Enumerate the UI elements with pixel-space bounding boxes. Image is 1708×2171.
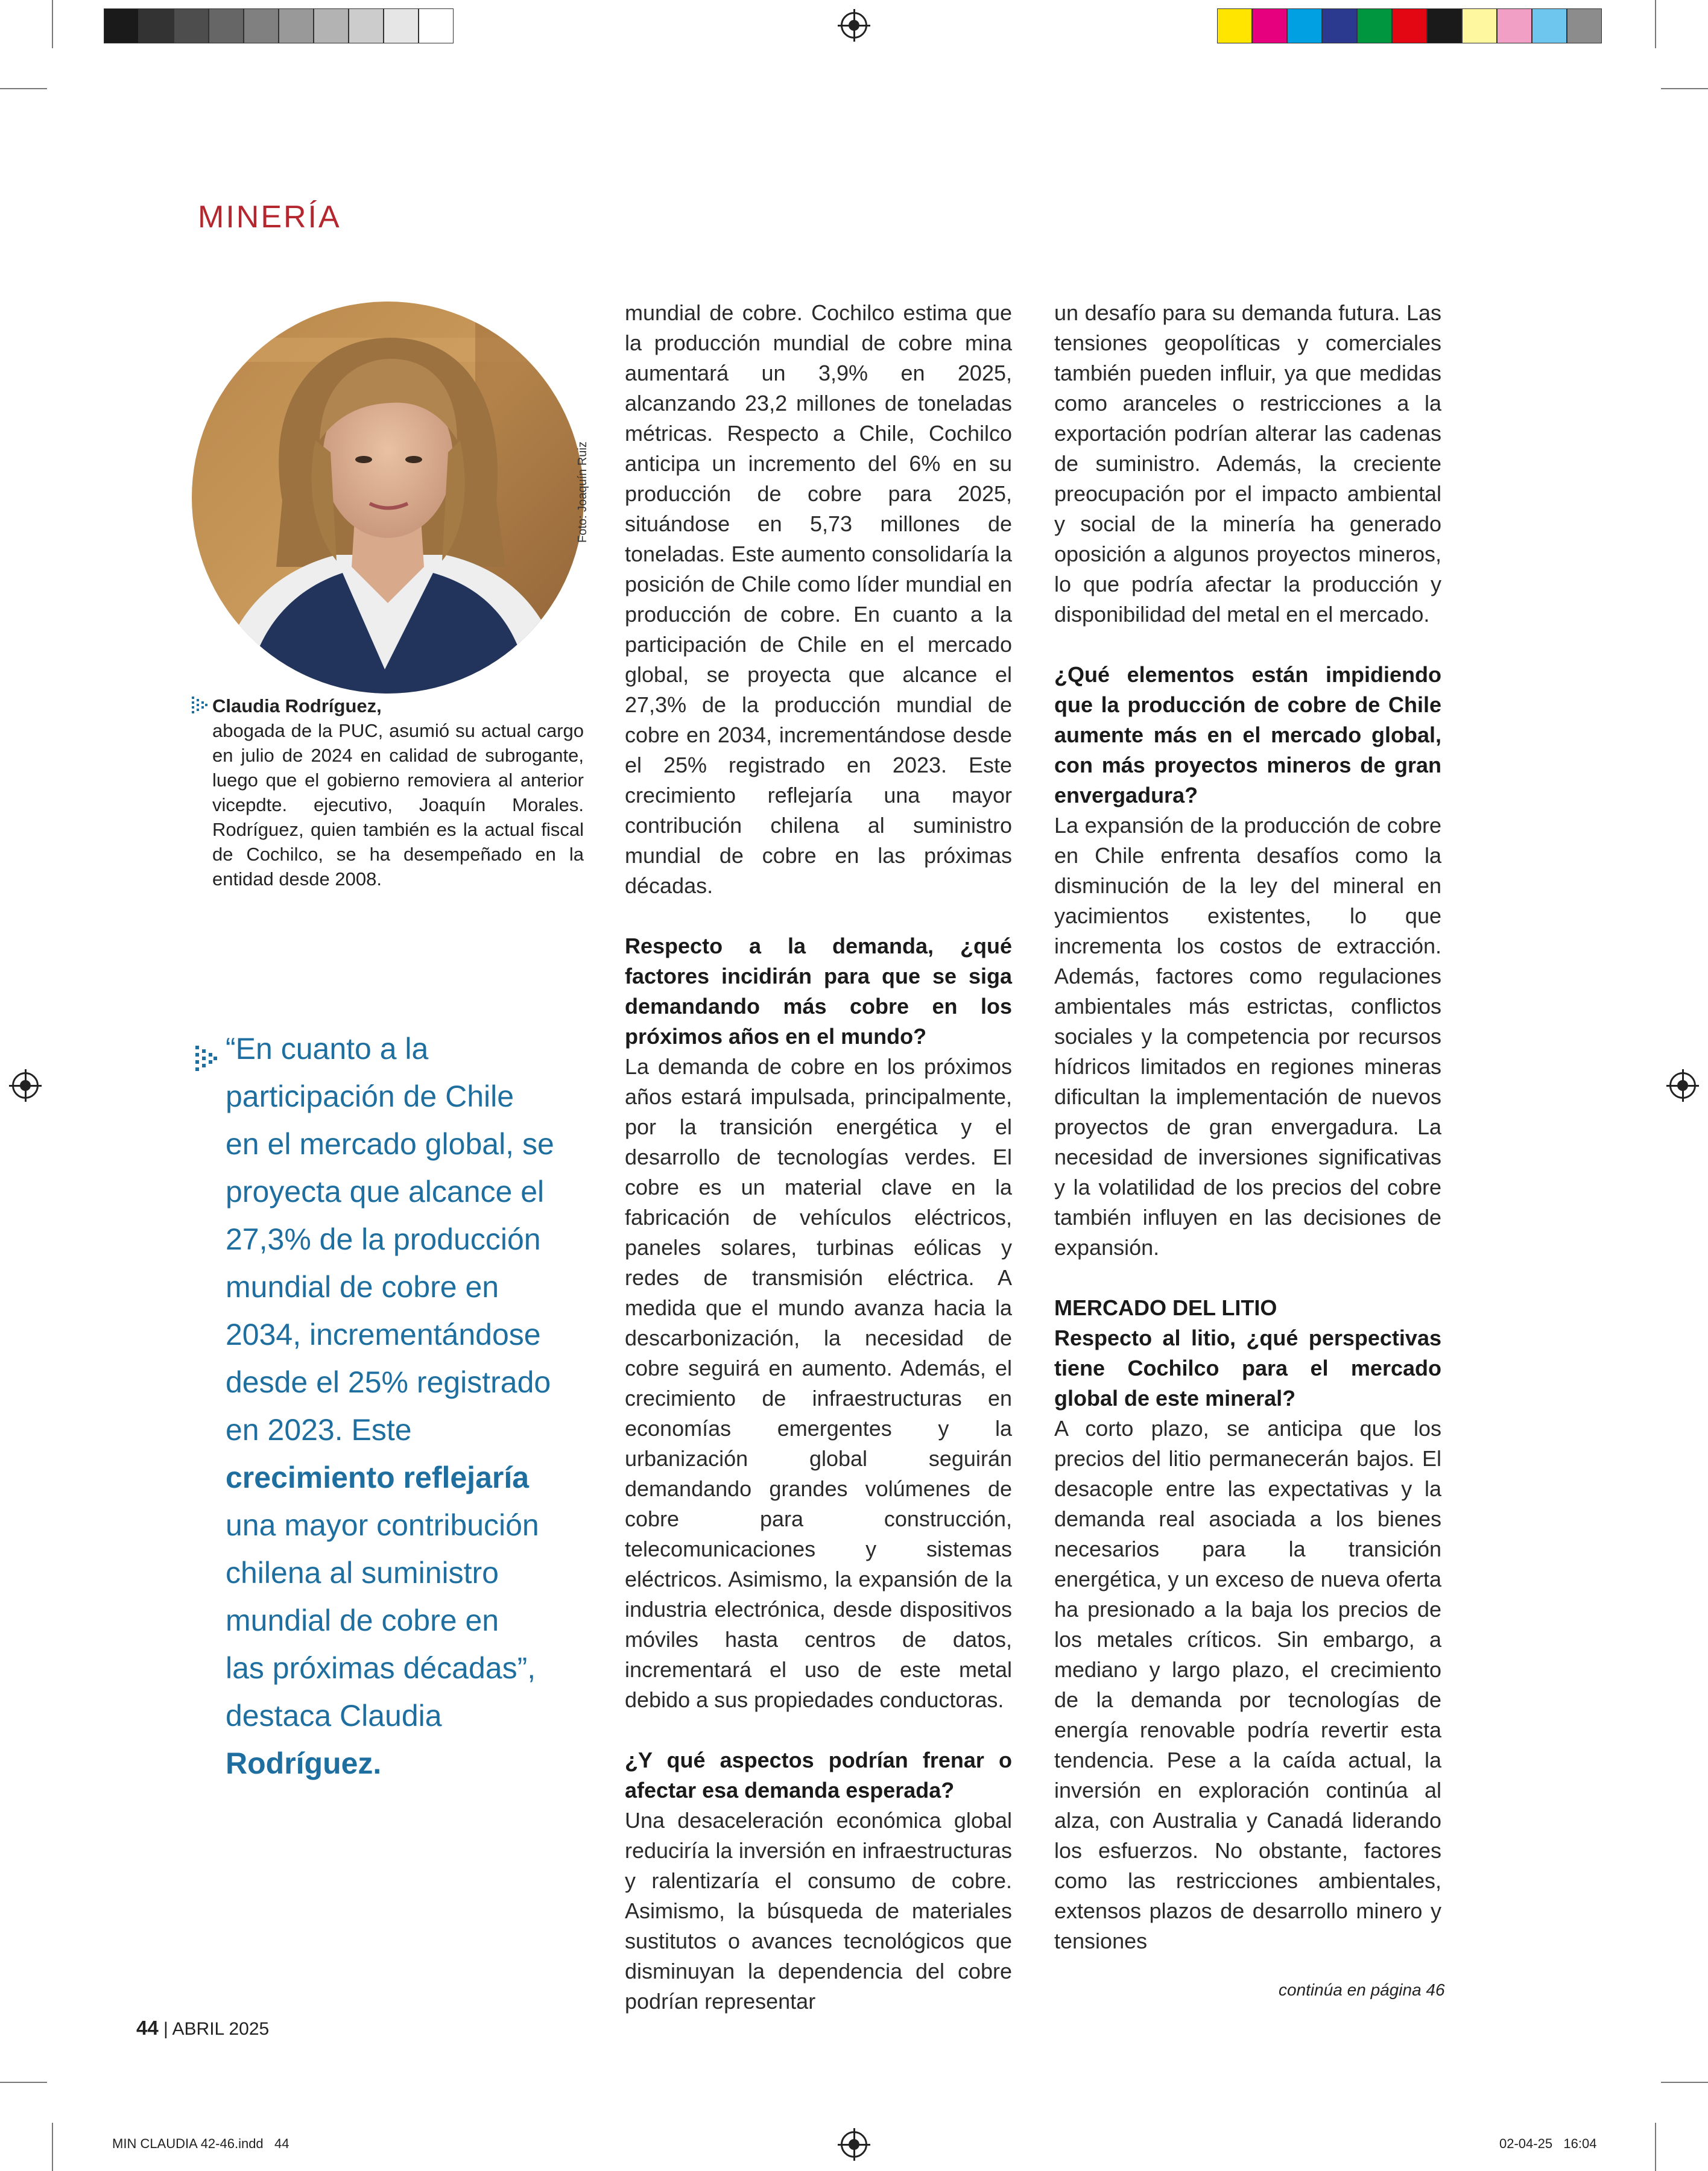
pull-quote-line: mundial de cobre en	[226, 1270, 499, 1304]
pull-quote-line: destaca Claudia	[226, 1699, 442, 1733]
calibration-swatch	[174, 8, 209, 43]
crop-mark-bottom-left-h	[0, 2082, 47, 2083]
interview-question: Respecto al litio, ¿qué perspectivas tiene Cochilco para el mercado global de este mineral?	[1054, 1326, 1441, 1411]
calibration-swatch	[1217, 8, 1252, 43]
article-paragraph: un desafío para su demanda futura. Las tensiones geopolíticas y comerciales también pueden influir, ya que medidas como aranceles o restricciones a la exportación podrían alterar las cadenas de suministro. Además, la creciente preocupación por el impacto ambiental y social de la minería ha generado oposición a algunos proyectos mineros, lo que podría afectar la producción y disponibilidad del metal en el mercado.	[1054, 300, 1441, 627]
calibration-swatch	[1567, 8, 1602, 43]
pull-quote-line: crecimiento reflejaría	[226, 1461, 530, 1494]
calibration-swatch	[1462, 8, 1497, 43]
calibration-swatch	[279, 8, 314, 43]
calibration-swatch	[1287, 8, 1322, 43]
pull-quote-line: participación de Chile	[226, 1079, 514, 1113]
pull-quote-line: las próximas décadas”,	[226, 1651, 536, 1685]
gray-calibration-bar	[104, 8, 454, 45]
photo-caption	[192, 694, 584, 891]
calibration-swatch	[1357, 8, 1392, 43]
calibration-swatch	[1252, 8, 1287, 43]
dotted-arrow-icon	[195, 1038, 217, 1065]
crop-mark-top-right-h	[1661, 88, 1708, 89]
caption-name: Claudia Rodríguez,	[212, 695, 382, 716]
calibration-swatch	[1427, 8, 1462, 43]
registration-mark-icon	[841, 12, 867, 39]
pull-quote-line: chilena al suministro	[226, 1556, 499, 1590]
interview-question: ¿Qué elementos están impidiendo que la producción de cobre de Chile aumente más en el mercado global, con más proyectos mineros de gran envergadura?	[1054, 662, 1441, 807]
pull-quote	[192, 1025, 584, 1787]
article-paragraph: mundial de cobre. Cochilco estima que la producción mundial de cobre mina aumentará un 3,9% en 2025, alcanzando 23,2 millones de toneladas métricas. Respecto a Chile, Cochilco anticipa un incremento del 6% en su producción de cobre para 2025, situándose en 5,73 millones de toneladas. Este aumento consolidaría la posición de Chile como líder mundial en producción de cobre. En cuanto a la participación de Chile en el mercado global, se proyecta que alcance el 27,3% de la producción mundial de cobre en 2034, incrementándose desde el 25% registrado en 2023. Este crecimiento reflejaría una mayor contribución chilena al suministro mundial de cobre en las próximas décadas.	[625, 300, 1012, 898]
article-column-2	[625, 298, 1012, 2017]
crop-mark-top-left-h	[0, 88, 47, 89]
pull-quote-line: 27,3% de la producción	[226, 1222, 541, 1256]
caption-text: abogada de la PUC, asumió su actual cargo en julio de 2024 en calidad de subrogante, luego que el gobierno removiera al anterior vicepdte. ejecutivo, Joaquín Morales. Rodríguez, quien también es la actual fiscal de Cochilco, se ha desempeñado en la entidad desde 2008.	[212, 720, 584, 890]
article-paragraph: La expansión de la producción de cobre en Chile enfrenta desafíos como la disminución de la ley del mineral en yacimientos existentes, lo que incrementa los costos de extracción. Además, factores como regulaciones ambientales más estrictas, conflictos sociales y la competencia por recursos hídricos limitados en regiones mineras dificultan la implementación de nuevos proyectos de gran envergadura. La necesidad de inversiones significativas y la volatilidad de los precios del cobre también influyen en las decisiones de expansión.	[1054, 813, 1441, 1260]
folio-separator: |	[158, 2019, 172, 2039]
calibration-swatch	[1532, 8, 1567, 43]
page-folio	[136, 2017, 269, 2040]
crop-mark-bottom-right-h	[1661, 2082, 1708, 2083]
continued-note: continúa en página 46	[1279, 1980, 1445, 1999]
pull-quote-line: 2034, incrementándose	[226, 1318, 541, 1351]
registration-mark-icon	[1669, 1072, 1696, 1099]
calibration-swatch	[1322, 8, 1357, 43]
section-subheading: MERCADO DEL LITIO	[1054, 1295, 1277, 1320]
crop-mark-bottom-right-v	[1655, 2123, 1656, 2171]
calibration-swatch	[349, 8, 384, 43]
article-paragraph: A corto plazo, se anticipa que los precios del litio permanecerán bajos. El desacople entre las expectativas y la demanda real asociada a los bienes necesarios para la transición energética, y un exceso de nueva oferta ha presionado a la baja los precios de los metales críticos. Sin embargo, a mediano y largo plazo, el crecimiento de la demanda por tecnologías de energía renovable podría revertir esta tendencia. Pese a la caída actual, la inversión en exploración continúa al alza, con Australia y Canadá liderando los esfuerzos. No obstante, factores como las restricciones ambientales, extensos plazos de desarrollo minero y tensiones	[1054, 1416, 1441, 1953]
pull-quote-lines	[192, 1025, 584, 1787]
registration-mark-icon	[12, 1072, 39, 1099]
calibration-swatch	[1392, 8, 1427, 43]
interview-question: Respecto a la demanda, ¿qué factores incidirán para que se siga demandando más cobre en los próximos años en el mundo?	[625, 934, 1012, 1049]
pull-quote-line: Rodríguez.	[226, 1746, 382, 1780]
slug-timestamp: 02-04-25 16:04	[1499, 2136, 1597, 2151]
calibration-swatch	[139, 8, 174, 43]
photo-credit: Foto: Joaquín Ruiz	[576, 441, 589, 543]
pull-quote-line: proyecta que alcance el	[226, 1175, 545, 1209]
issue-date: ABRIL 2025	[172, 2019, 270, 2039]
pull-quote-line: desde el 25% registrado	[226, 1365, 551, 1399]
pull-quote-line: en 2023. Este	[226, 1413, 412, 1447]
calibration-swatch	[314, 8, 349, 43]
portrait-photo	[192, 302, 584, 694]
slug-filename: MIN CLAUDIA 42-46.indd 44	[112, 2136, 289, 2151]
article-paragraph: Una desaceleración económica global reduciría la inversión en infraestructuras y ralentizaría el consumo de cobre. Asimismo, la búsqueda de materiales sustitutos o avances tecnológicos que disminuyan la dependencia del cobre podrían representar	[625, 1808, 1012, 2014]
pull-quote-line: una mayor contribución	[226, 1508, 539, 1542]
crop-mark-top-left-v	[52, 0, 53, 48]
crop-mark-top-right-v	[1655, 0, 1656, 48]
calibration-swatch	[244, 8, 279, 43]
color-calibration-bar	[1217, 8, 1602, 45]
pull-quote-line: “En cuanto a la	[226, 1032, 429, 1066]
calibration-swatch	[209, 8, 244, 43]
calibration-swatch	[1497, 8, 1532, 43]
crop-mark-bottom-left-v	[52, 2123, 53, 2171]
pull-quote-line: en el mercado global, se	[226, 1127, 554, 1161]
calibration-swatch	[384, 8, 419, 43]
calibration-swatch	[419, 8, 454, 43]
article-paragraph: La demanda de cobre en los próximos años estará impulsada, principalmente, por la transición energética y el desarrollo de tecnologías verdes. El cobre es un material clave en la fabricación de vehículos eléctricos, paneles solares, turbinas eólicas y redes de transmisión eléctrica. A medida que el mundo avanza hacia la descarbonización, la necesidad de cobre seguirá en aumento. Además, el crecimiento de infraestructuras en economías emergentes y la urbanización global seguirán demandando grandes volúmenes de cobre para construcción, telecomunicaciones y sistemas eléctricos. Asimismo, la expansión de la industria electrónica, desde dispositivos móviles hasta centros de datos, incrementará el uso de este metal debido a sus propiedades conductoras.	[625, 1054, 1012, 1712]
section-label: MINERÍA	[198, 200, 341, 235]
calibration-swatch	[104, 8, 139, 43]
pull-quote-line: mundial de cobre en	[226, 1604, 499, 1637]
interview-question: ¿Y qué aspectos podrían frenar o afectar esa demanda esperada?	[625, 1748, 1012, 1803]
article-column-3	[1054, 298, 1441, 1956]
registration-mark-icon	[841, 2131, 867, 2158]
dotted-arrow-icon	[192, 695, 207, 712]
page-number: 44	[136, 2017, 159, 2039]
